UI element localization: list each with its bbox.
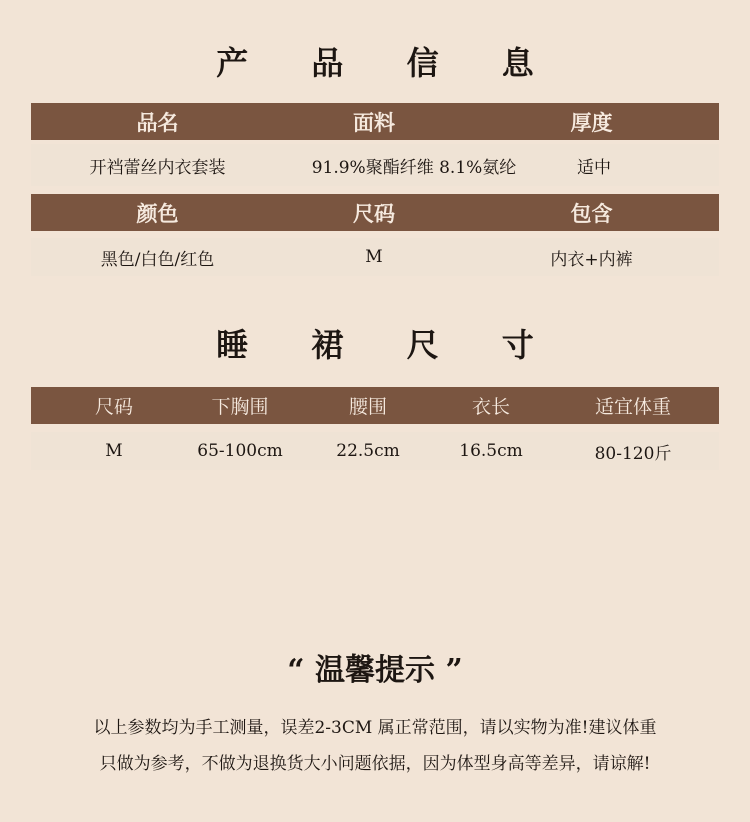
- size-value-length: 16.5cm: [459, 441, 523, 461]
- header-color: 颜色: [136, 200, 179, 226]
- size-header-underbust: 下胸围: [211, 396, 269, 418]
- notice-line-2: 只做为参考，不做为退换货大小问题依据，因为体型身高等差异，请谅解!: [99, 754, 651, 774]
- value-product-name: 开裆蕾丝内衣套装: [89, 157, 226, 178]
- size-chart-header-row: [31, 387, 719, 424]
- value-fabric: 91.9%聚酯纤维 8.1%氨纶: [311, 157, 517, 178]
- size-header-length: 衣长: [471, 396, 510, 418]
- size-value-weight: 80-120斤: [594, 443, 672, 464]
- size-value-underbust: 65-100cm: [197, 441, 283, 461]
- header-fabric: 面料: [353, 109, 395, 135]
- product-info-header-row-2: [31, 194, 719, 231]
- header-includes: 包含: [570, 200, 613, 226]
- value-includes: 内衣+内裤: [550, 249, 633, 270]
- size-header-size: 尺码: [94, 396, 133, 418]
- size-value-waist: 22.5cm: [336, 441, 400, 461]
- product-info-header-row-1: [31, 103, 719, 140]
- value-size: M: [365, 247, 383, 267]
- size-chart-title: 睡 裙 尺 寸: [216, 326, 560, 364]
- notice-line-1: 以上参数均为手工测量，误差2-3CM 属正常范围，请以实物为准!建议体重: [93, 718, 657, 738]
- header-thickness: 厚度: [570, 109, 613, 135]
- header-product-name: 品名: [136, 109, 179, 135]
- size-value-size: M: [105, 441, 123, 461]
- header-size: 尺码: [353, 200, 395, 226]
- product-info-value-row-2: [31, 238, 719, 276]
- value-thickness: 适中: [577, 157, 611, 178]
- size-chart-value-row: [31, 432, 719, 470]
- size-header-waist: 腰围: [348, 396, 387, 418]
- notice-title: “ 温馨提示 ”: [287, 653, 463, 688]
- value-color: 黑色/白色/红色: [100, 249, 215, 270]
- product-info-title: 产 品 信 息: [216, 44, 560, 82]
- size-header-weight: 适宜体重: [594, 396, 671, 418]
- product-info-value-row-1: [31, 144, 719, 186]
